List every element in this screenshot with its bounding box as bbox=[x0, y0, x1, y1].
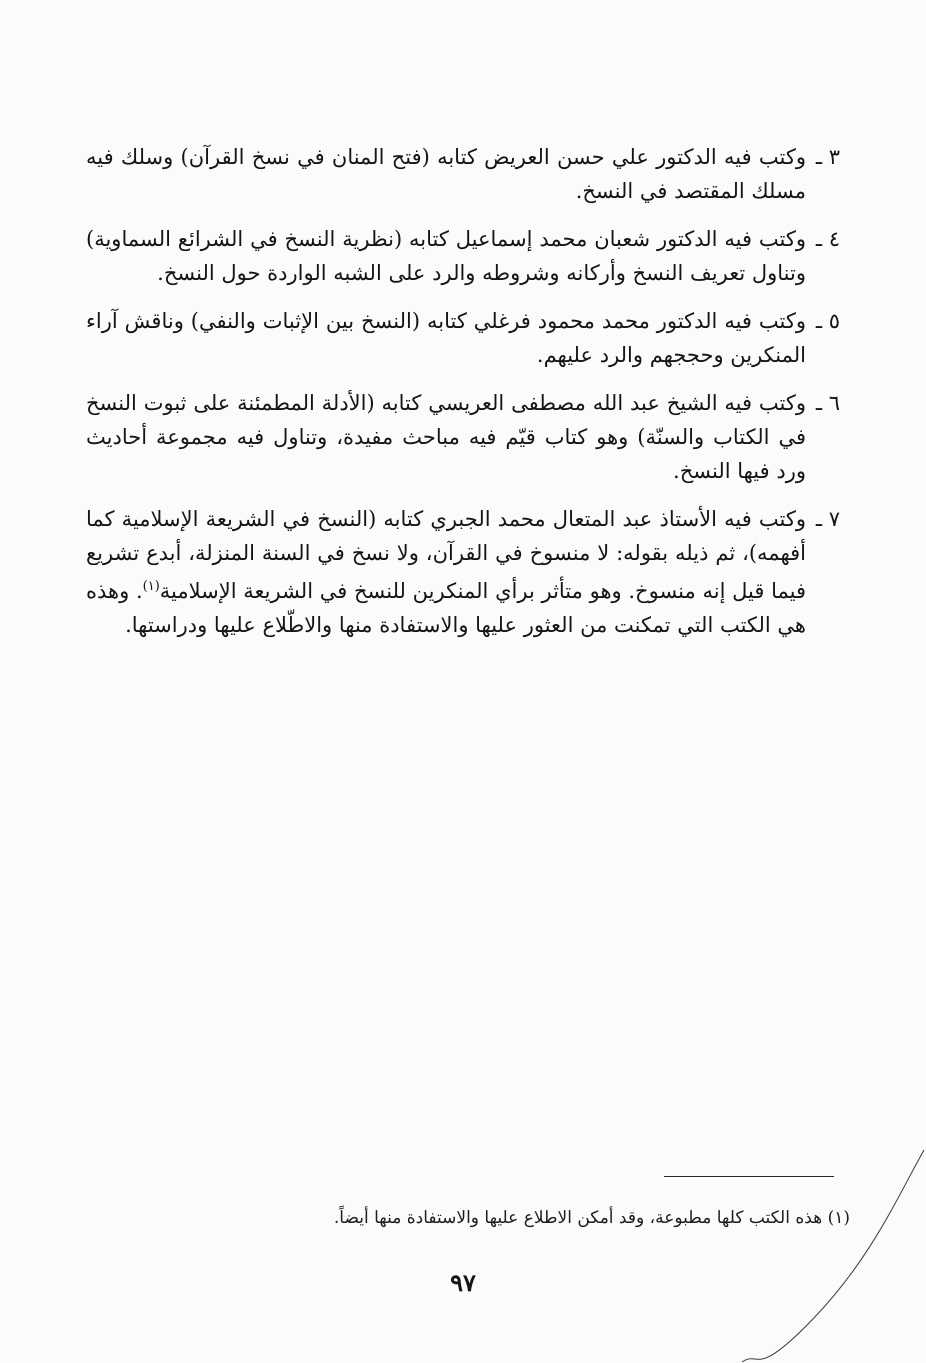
footnote-text: هذه الكتب كلها مطبوعة، وقد أمكن الاطلاع عليها والاستفادة منها أيضاً. bbox=[333, 1208, 823, 1228]
item-text-part: . وهذه هي الكتب التي تمكنت من العثور عليها والاستفادة منها والاطّلاع عليها ودراستها. bbox=[86, 579, 806, 637]
footnote-marker: (١) bbox=[827, 1208, 850, 1228]
page-number: ٩٧ bbox=[450, 1268, 476, 1297]
item-number: ٦ ـ bbox=[815, 391, 840, 415]
item-text: وكتب فيه الدكتور شعبان محمد إسماعيل كتابه (نظرية النسخ في الشرائع السماوية) وتناول تعريف النسخ وأركانه وشروطه والرد على الشبه الواردة حول النسخ. bbox=[86, 227, 806, 285]
item-number: ٧ ـ bbox=[815, 507, 840, 531]
item-text: وكتب فيه الشيخ عبد الله مصطفى العريسي كتابه (الأدلة المطمئنة على ثبوت النسخ في الكتاب والسنّة) وهو كتاب قيّم فيه مباحث مفيدة، وتناول فيه مجموعة أحاديث ورد فيها النسخ. bbox=[86, 391, 806, 483]
item-text: وكتب فيه الدكتور محمد محمود فرغلي كتابه (النسخ بين الإثبات والنفي) وناقش آراء المنكرين وحججهم والرد عليهم. bbox=[86, 309, 806, 367]
item-number: ٥ ـ bbox=[815, 309, 840, 333]
footnote-reference: (١) bbox=[142, 579, 160, 594]
item-text-part: وكتب فيه الأستاذ عبد المتعال محمد الجبري كتابه (النسخ في الشريعة الإسلامية كما أفهمه)، ثم ذيله بقوله: لا منسوخ في القرآن، ولا نسخ في السنة المنزلة، أبدع تشريع فيما قيل إنه منسوخ. وهو متأثر برأي المنكرين للنسخ في الشريعة الإسلامية bbox=[86, 507, 806, 603]
item-number: ٣ ـ bbox=[815, 145, 840, 169]
item-text: وكتب فيه الدكتور علي حسن العريض كتابه (فتح المنان في نسخ القرآن) وسلك فيه مسلك المقتصد في النسخ. bbox=[86, 145, 806, 203]
item-number: ٤ ـ bbox=[815, 227, 840, 251]
